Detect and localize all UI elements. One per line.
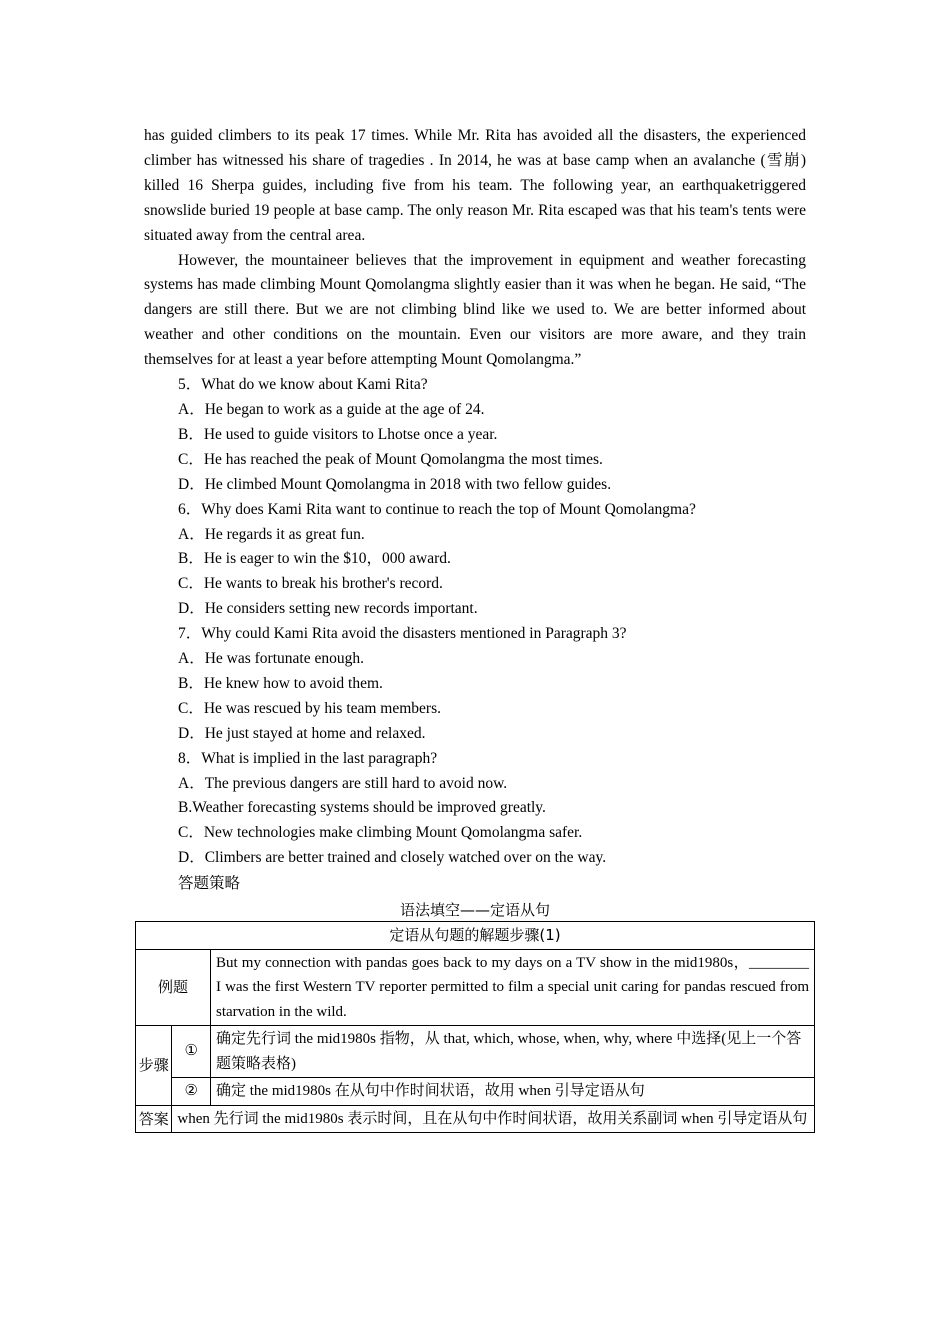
passage-paragraph-1: has guided climbers to its peak 17 times. While Mr. Rita has avoided all the disasters, the experienced climber has witnessed his share of tragedies . In 2014, he was at base camp when an avalanche (雪崩) killed 16 Sherpa guides, including five from his team. The following year, an earthquaketriggered snowslide buried 19 people at base camp. The only reason Mr. Rita escaped was that his team's tents were situated away from the central area.: [144, 127, 806, 244]
example-text: But my connection with pandas goes back to my days on a TV show in the mid1980s，________ I was the first Western TV reporter permitted to film a special unit caring for pandas rescued from starvation in the wild.: [211, 949, 815, 1026]
question-stem: 7．Why could Kami Rita avoid the disasters mentioned in Paragraph 3?: [178, 625, 627, 643]
passage-paragraph-2: However, the mountaineer believes that the improvement in equipment and weather forecasting systems has made climbing Mount Qomolangma slightly easier than it was when he began. He said, “The dangers are still there. But we are not climbing blind like we used to. We are better informed about weather and other conditions on the mountain. Even our visitors are more aware, and they train themselves for at least a year before attempting Mount Qomolangma.”: [144, 251, 806, 369]
option-c: C．He was rescued by his team members.: [178, 699, 442, 717]
option-d: D．He climbed Mount Qomolangma in 2018 with two fellow guides.: [178, 475, 612, 493]
option-a: A．The previous dangers are still hard to avoid now.: [178, 774, 508, 792]
option-c: C．He has reached the peak of Mount Qomolangma the most times.: [178, 450, 603, 468]
option-b: B．He knew how to avoid them.: [178, 674, 383, 692]
option-b: B．He is eager to win the $10，000 award.: [178, 550, 451, 568]
example-label: 例题: [136, 949, 211, 1026]
question-5: [144, 373, 806, 498]
strategy-table: [135, 921, 815, 1133]
question-stem: 5．What do we know about Kami Rita?: [178, 376, 428, 394]
step-1-text: 确定先行词 the mid1980s 指物，从 that, which, whose, when, why, where 中选择(见上一个答题策略表格): [211, 1026, 815, 1078]
table-title: 定语从句题的解题步骤(1): [136, 922, 815, 950]
option-d: D．He considers setting new records important.: [178, 600, 478, 618]
option-c: C．He wants to break his brother's record.: [178, 575, 443, 593]
option-d: D．Climbers are better trained and closely watched over on the way.: [178, 849, 607, 867]
option-b: B.Weather forecasting systems should be improved greatly.: [178, 799, 546, 817]
steps-label: 步骤: [136, 1026, 172, 1106]
option-c: C．New technologies make climbing Mount Qomolangma safer.: [178, 824, 583, 842]
answer-text: when 先行词 the mid1980s 表示时间，且在从句中作时间状语，故用关系副词 when 引导定语从句: [172, 1105, 815, 1133]
option-a: A．He began to work as a guide at the age of 24.: [178, 400, 485, 418]
strategy-heading: 答题策略: [178, 874, 241, 893]
answer-label: 答案: [136, 1105, 172, 1133]
option-b: B．He used to guide visitors to Lhotse once a year.: [178, 425, 498, 443]
step-2-number: ②: [172, 1078, 211, 1106]
question-6: [144, 498, 806, 623]
option-a: A．He regards it as great fun.: [178, 525, 365, 543]
question-8: [144, 747, 806, 872]
option-d: D．He just stayed at home and relaxed.: [178, 724, 426, 742]
option-a: A．He was fortunate enough.: [178, 650, 364, 668]
question-stem: 8．What is implied in the last paragraph?: [178, 749, 438, 767]
question-7: [144, 622, 806, 747]
question-stem: 6．Why does Kami Rita want to continue to reach the top of Mount Qomolangma?: [178, 500, 696, 518]
step-2-text: 确定 the mid1980s 在从句中作时间状语，故用 when 引导定语从句: [211, 1078, 815, 1106]
step-1-number: ①: [172, 1026, 211, 1078]
strategy-subtitle: 语法填空——定语从句: [399, 901, 550, 919]
document-body: [144, 124, 806, 896]
